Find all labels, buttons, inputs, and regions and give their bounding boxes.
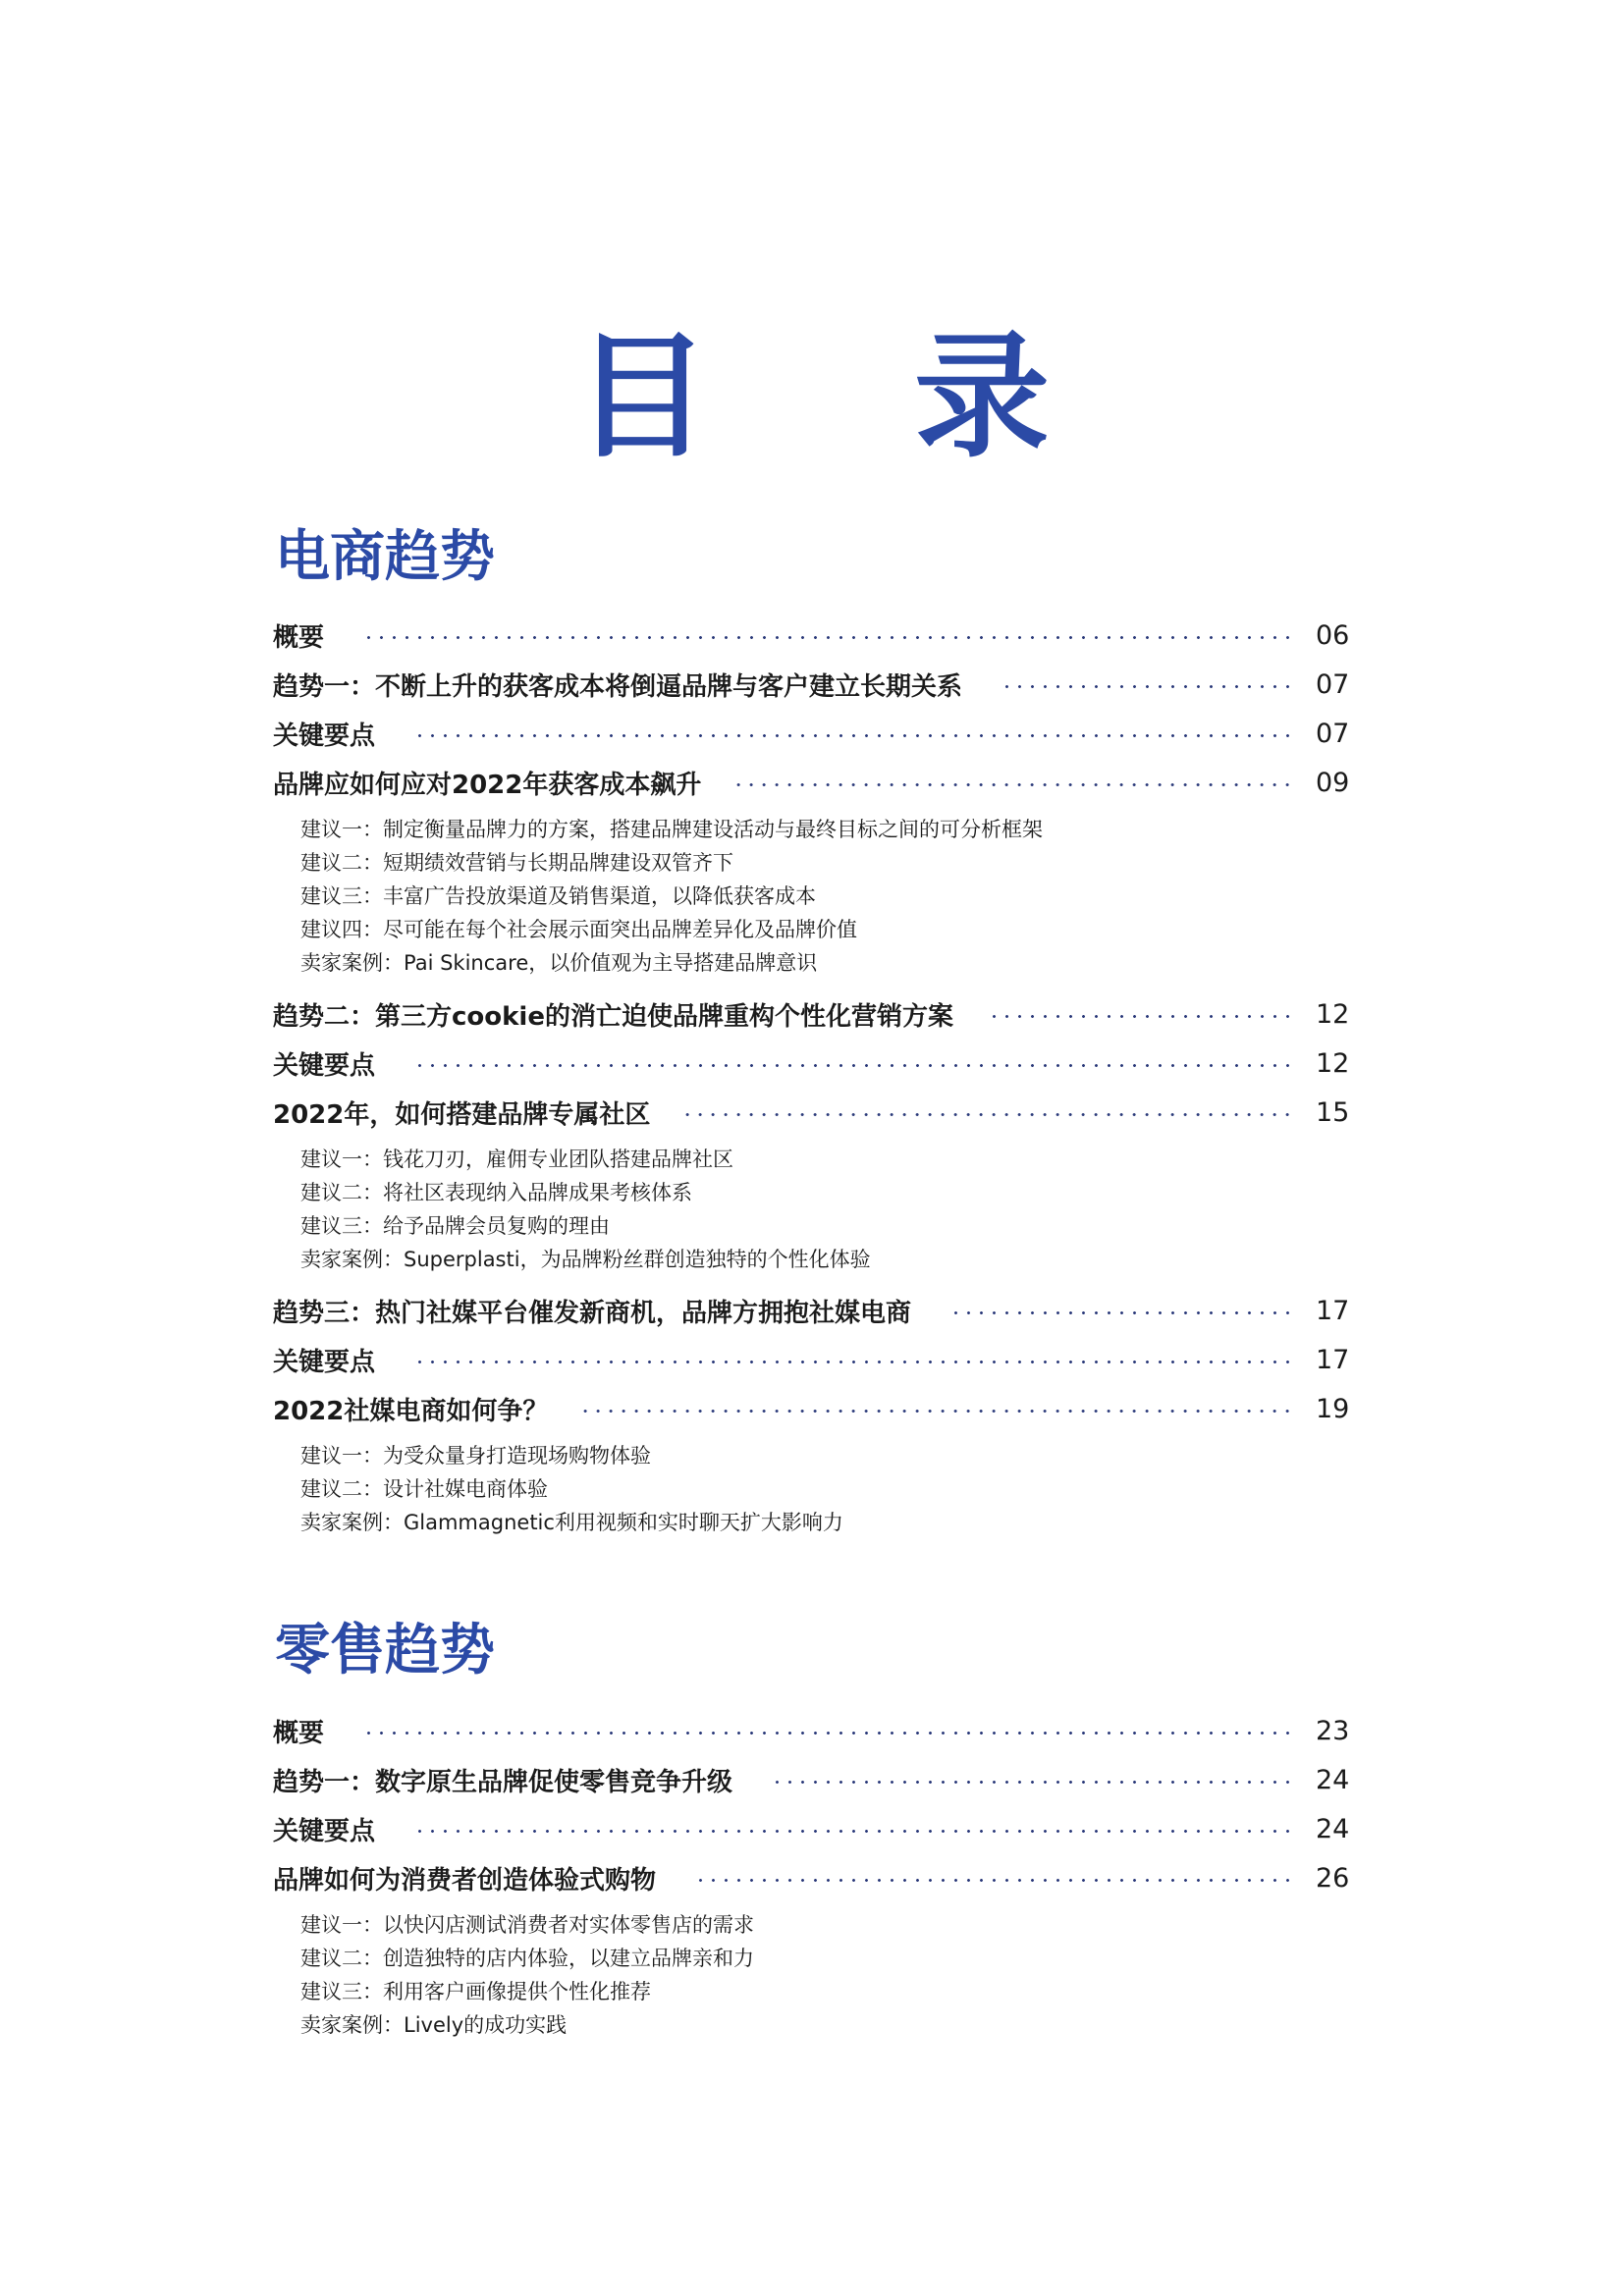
dot-leader — [408, 1064, 1294, 1067]
toc-entry[interactable] — [273, 1286, 1355, 1335]
toc-sub-item[interactable]: 建议四：尽可能在每个社会展示面突出品牌差异化及品牌价值 — [300, 918, 857, 941]
toc-page-number: 12 — [1316, 998, 1350, 1030]
toc-entry-label: 概要 — [273, 622, 325, 653]
dot-leader — [408, 734, 1294, 737]
toc-sub-item[interactable]: 建议二：将社区表现纳入品牌成果考核体系 — [300, 1181, 692, 1204]
toc-entry-label: 关键要点 — [273, 721, 376, 751]
dot-leader — [357, 636, 1294, 639]
toc-sub-list — [273, 807, 1355, 989]
dot-leader — [683, 1113, 1294, 1116]
toc-page-number: 24 — [1316, 1813, 1350, 1844]
toc-page-number: 15 — [1316, 1096, 1350, 1128]
dot-leader — [408, 1830, 1294, 1833]
toc-sub-item[interactable]: 建议二：创造独特的店内体验，以建立品牌亲和力 — [300, 1947, 754, 1970]
toc-sub-item[interactable]: 建议一：以快闪店测试消费者对实体零售店的需求 — [300, 1913, 754, 1937]
toc-page-number: 26 — [1316, 1862, 1350, 1894]
toc-entry[interactable] — [273, 1335, 1355, 1384]
toc-entry[interactable] — [273, 1853, 1355, 1902]
section-title-retail: 零售趋势 — [275, 1619, 495, 1682]
dot-leader — [945, 1311, 1294, 1314]
toc-sub-item[interactable]: 卖家案例：Lively的成功实践 — [300, 2013, 568, 2037]
toc-page-number: 17 — [1316, 1295, 1350, 1326]
toc-entry[interactable] — [273, 1804, 1355, 1853]
toc-entry-label: 品牌应如何应对2022年获客成本飙升 — [273, 770, 702, 800]
toc-entry-label: 关键要点 — [273, 1347, 376, 1377]
toc-page-number: 17 — [1316, 1344, 1350, 1375]
toc-entry-label: 关键要点 — [273, 1050, 376, 1081]
toc-sub-item[interactable]: 建议一：钱花刀刃，雇佣专业团队搭建品牌社区 — [300, 1148, 733, 1171]
toc-entry-label: 关键要点 — [273, 1816, 376, 1846]
toc-page-number: 24 — [1316, 1764, 1350, 1795]
toc-entry[interactable] — [273, 989, 1355, 1039]
toc-sub-item[interactable]: 建议二：设计社媒电商体验 — [300, 1477, 548, 1501]
dot-leader — [766, 1781, 1294, 1784]
toc-sub-item[interactable]: 建议一：为受众量身打造现场购物体验 — [300, 1444, 651, 1468]
toc-entry-label: 趋势二：第三方cookie的消亡迫使品牌重构个性化营销方案 — [273, 1001, 953, 1032]
toc-entry[interactable] — [273, 758, 1355, 807]
dot-leader — [689, 1879, 1294, 1882]
dot-leader — [357, 1732, 1294, 1735]
toc-page-number: 07 — [1316, 718, 1350, 749]
page-title: 目 录 — [573, 318, 1129, 476]
toc-sub-item[interactable]: 建议三：给予品牌会员复购的理由 — [300, 1214, 610, 1238]
toc-entry[interactable] — [273, 1039, 1355, 1088]
toc-page-number: 06 — [1316, 619, 1350, 651]
toc-sub-item[interactable]: 建议一：制定衡量品牌力的方案，搭建品牌建设活动与最终目标之间的可分析框架 — [300, 818, 1043, 841]
toc-section-retail — [273, 1706, 1355, 2052]
toc-page-number: 23 — [1316, 1715, 1350, 1746]
toc-entry-label: 趋势一：数字原生品牌促使零售竞争升级 — [273, 1767, 733, 1797]
toc-sub-list — [273, 1433, 1355, 1549]
dot-leader — [996, 685, 1294, 688]
toc-entry-label: 2022社媒电商如何争？ — [273, 1396, 549, 1426]
toc-entry-label: 概要 — [273, 1718, 325, 1748]
toc-entry-label: 品牌如何为消费者创造体验式购物 — [273, 1865, 657, 1896]
toc-sub-list — [273, 1137, 1355, 1286]
toc-sub-item[interactable]: 卖家案例：Glammagnetic利用视频和实时聊天扩大影响力 — [300, 1511, 843, 1534]
dot-leader — [581, 1410, 1294, 1413]
toc-entry-label: 趋势三：热门社媒平台催发新商机，品牌方拥抱社媒电商 — [273, 1298, 912, 1328]
toc-section-ecommerce — [273, 611, 1355, 1549]
toc-sub-item[interactable]: 建议三：丰富广告投放渠道及销售渠道，以降低获客成本 — [300, 884, 816, 908]
section-title-ecommerce: 电商趋势 — [275, 525, 495, 589]
toc-entry[interactable] — [273, 1384, 1355, 1433]
toc-entry[interactable] — [273, 611, 1355, 660]
toc-page-number: 12 — [1316, 1047, 1350, 1079]
dot-leader — [734, 783, 1294, 786]
toc-sub-item[interactable]: 建议三：利用客户画像提供个性化推荐 — [300, 1980, 651, 2003]
toc-page-number: 09 — [1316, 767, 1350, 798]
toc-page-number: 19 — [1316, 1393, 1350, 1424]
dot-leader — [987, 1015, 1294, 1018]
toc-sub-item[interactable]: 卖家案例：Pai Skincare，以价值观为主导搭建品牌意识 — [300, 951, 818, 975]
toc-entry[interactable] — [273, 1755, 1355, 1804]
toc-sub-list — [273, 1902, 1355, 2052]
toc-entry-label: 趋势一：不断上升的获客成本将倒逼品牌与客户建立长期关系 — [273, 671, 963, 702]
toc-page-number: 07 — [1316, 668, 1350, 700]
toc-entry[interactable] — [273, 660, 1355, 709]
toc-entry-label: 2022年，如何搭建品牌专属社区 — [273, 1099, 651, 1130]
toc-entry[interactable] — [273, 1088, 1355, 1137]
toc-entry[interactable] — [273, 1706, 1355, 1755]
dot-leader — [408, 1361, 1294, 1363]
toc-sub-item[interactable]: 建议二：短期绩效营销与长期品牌建设双管齐下 — [300, 851, 733, 875]
toc-sub-item[interactable]: 卖家案例：Superplasti，为品牌粉丝群创造独特的个性化体验 — [300, 1248, 871, 1271]
toc-entry[interactable] — [273, 709, 1355, 758]
